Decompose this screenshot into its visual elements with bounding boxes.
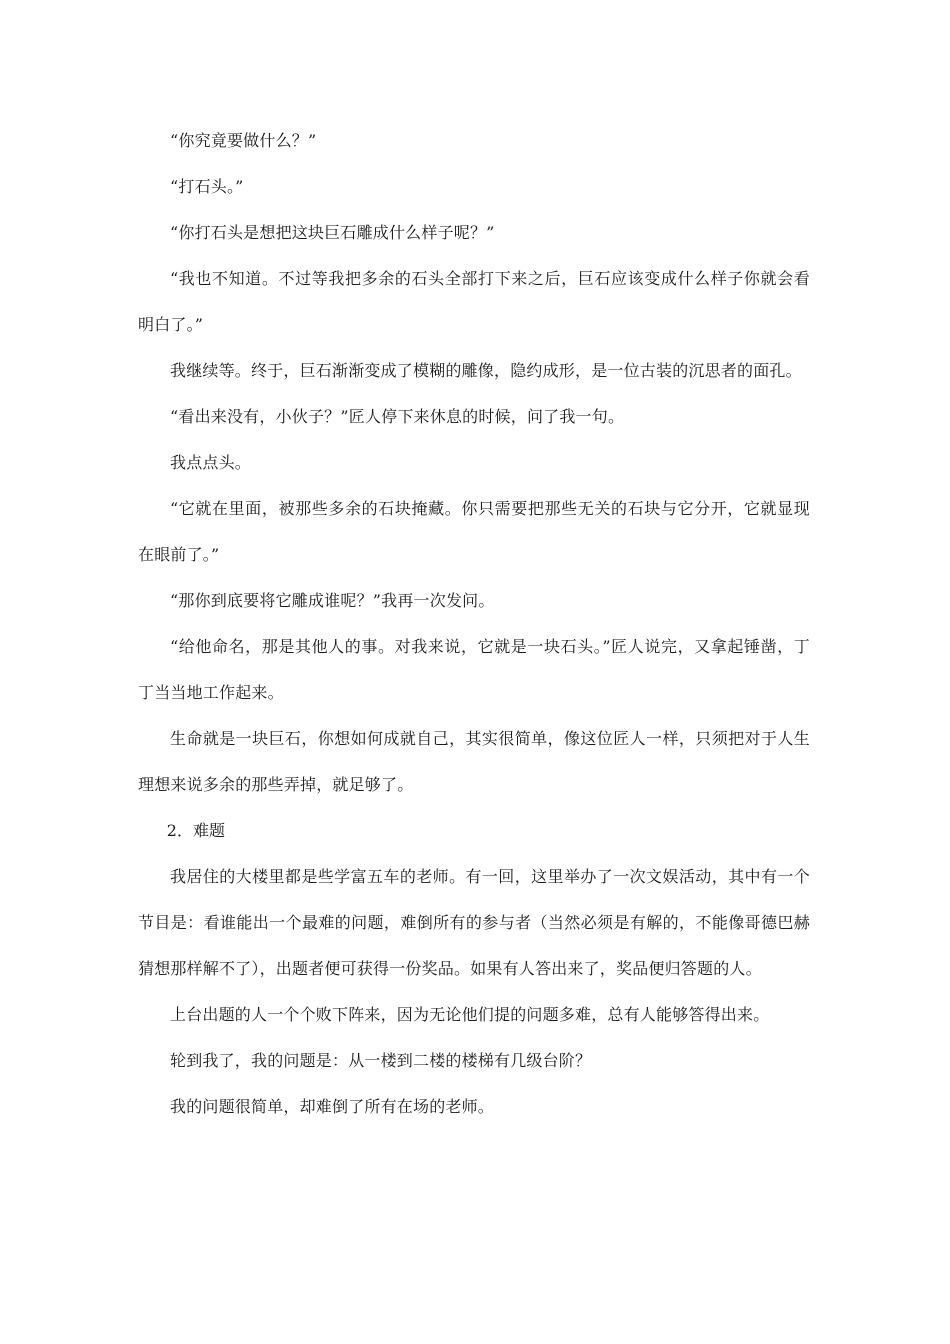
paragraph: 上台出题的人一个个败下阵来，因为无论他们提的问题多难，总有人能够答得出来。 [170, 1005, 770, 1024]
paragraph: “它就在里面，被那些多余的石块掩藏。你只需要把那些无关的石块与它分开，它就显现在眼前了。” [138, 499, 810, 564]
paragraph: 轮到我了，我的问题是：从一楼到二楼的楼梯有几级台阶？ [170, 1051, 592, 1070]
document-page [138, 118, 810, 1130]
paragraph: “看出来没有，小伙子？”匠人停下来休息的时候，问了我一句。 [170, 407, 625, 426]
paragraph: 生命就是一块巨石，你想如何成就自己，其实很简单，像这位匠人一样，只须把对于人生理想来说多余的那些弄掉，就足够了。 [138, 729, 810, 794]
paragraph: 我点点头。 [170, 453, 252, 472]
paragraph: 我的问题很简单，却难倒了所有在场的老师。 [170, 1097, 495, 1116]
paragraph: “我也不知道。不过等我把多余的石头全部打下来之后，巨石应该变成什么样子你就会看明白了。” [138, 269, 810, 334]
paragraph: “你打石头是想把这块巨石雕成什么样子呢？” [170, 223, 495, 242]
paragraph: “你究竟要做什么？” [170, 131, 317, 150]
paragraph: “打石头。” [170, 177, 244, 196]
section-heading: 2．难题 [166, 821, 225, 840]
paragraph: “给他命名，那是其他人的事。对我来说，它就是一块石头。”匠人说完，又拿起锤凿，丁丁当当地工作起来。 [138, 637, 810, 702]
paragraph: “那你到底要将它雕成谁呢？”我再一次发问。 [170, 591, 495, 610]
paragraph: 我继续等。终于，巨石渐渐变成了模糊的雕像，隐约成形，是一位古装的沉思者的面孔。 [170, 361, 802, 380]
paragraph: 我居住的大楼里都是些学富五车的老师。有一回，这里举办了一次文娱活动，其中有一个节目是：看谁能出一个最难的问题，难倒所有的参与者（当然必须是有解的，不能像哥德巴赫猜想那样解不了），出题者便可获得一份奖品。如果有人答出来了，奖品便归答题的人。 [138, 867, 810, 978]
